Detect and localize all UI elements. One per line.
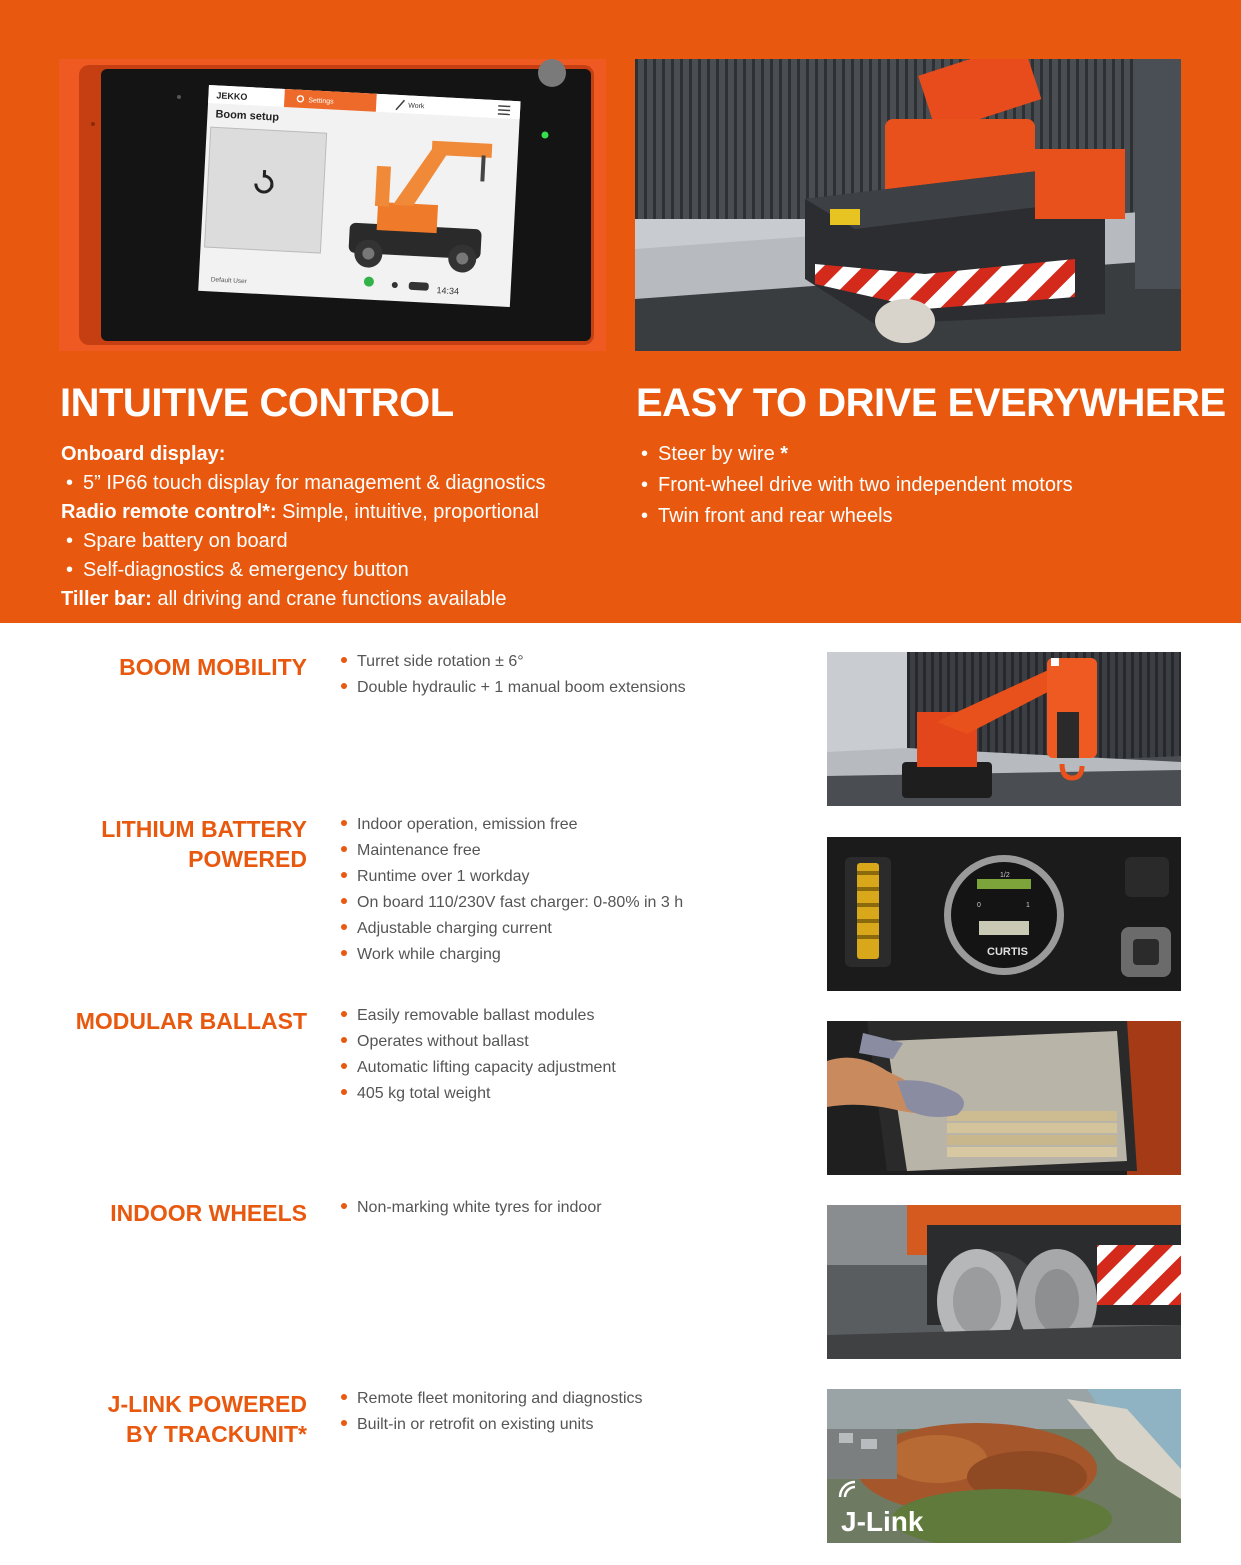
easy-to-drive-title: EASY TO DRIVE EVERYWHERE [636, 381, 1226, 425]
indoor-wheels-photo [827, 1205, 1181, 1359]
gauge-brand: CURTIS [987, 946, 1028, 958]
control-bullet: • Self-diagnostics & emergency button [61, 556, 545, 585]
list-item: Runtime over 1 workday [340, 864, 800, 890]
control-details [61, 440, 545, 614]
gauge-scale-right: 1 [1026, 902, 1030, 909]
onboard-display-photo [59, 59, 606, 351]
list-item: Adjustable charging current [340, 916, 800, 942]
drive-details [636, 440, 1073, 533]
modular-ballast-title: MODULAR BALLAST [75, 1008, 307, 1034]
boom-setup-label: Boom setup [215, 108, 280, 124]
lithium-battery-list [340, 812, 800, 968]
drive-bullet: • Steer by wire * [636, 440, 1073, 469]
list-item: Work while charging [340, 942, 800, 968]
list-item: Automatic lifting capacity adjustment [340, 1055, 800, 1081]
driving-machine-photo [635, 59, 1181, 351]
list-item: Indoor operation, emission free [340, 812, 800, 838]
lithium-battery-title: LITHIUM BATTERY POWERED [101, 816, 307, 872]
boom-mobility-list [340, 649, 800, 701]
ballast-photo [827, 1021, 1181, 1175]
indoor-wheels-list [340, 1195, 800, 1221]
control-bullet: • Spare battery on board [61, 527, 545, 556]
list-item: Remote fleet monitoring and diagnostics [340, 1386, 800, 1412]
list-item: Double hydraulic + 1 manual boom extensions [340, 675, 800, 701]
list-item: Operates without ballast [340, 1029, 800, 1055]
tiller-bar-heading: Tiller bar: all driving and crane functions available [61, 588, 507, 610]
screen-clock: 14:34 [436, 285, 460, 297]
gauge-scale-left: 0 [977, 902, 981, 909]
list-item: 405 kg total weight [340, 1081, 800, 1107]
j-link-title: J-LINK POWERED BY TRACKUNIT* [107, 1391, 307, 1447]
drive-bullet: • Twin front and rear wheels [636, 502, 1073, 531]
onboard-display-heading: Onboard display: [61, 443, 226, 465]
list-item: Maintenance free [340, 838, 800, 864]
list-item: Non-marking white tyres for indoor [340, 1195, 800, 1221]
indoor-wheels-title: INDOOR WHEELS [110, 1200, 307, 1226]
hook-value: 0 [269, 183, 274, 191]
list-item: Turret side rotation ± 6° [340, 649, 800, 675]
radio-remote-heading: Radio remote control*: Simple, intuitive, proportional [61, 501, 539, 523]
control-bullet: • 5” IP66 touch display for management & diagnostics [61, 469, 545, 498]
drive-bullet: • Front-wheel drive with two independent motors [636, 471, 1073, 500]
boom-mobility-title: BOOM MOBILITY [119, 654, 307, 680]
j-link-aerial-photo [827, 1389, 1181, 1543]
screen-brand: JEKKO [216, 90, 248, 103]
work-tab[interactable]: Work [407, 102, 425, 111]
menu-icon[interactable] [498, 105, 510, 115]
list-item: On board 110/230V fast charger: 0-80% in 3 h [340, 890, 800, 916]
j-link-list [340, 1386, 800, 1438]
modular-ballast-list [340, 1003, 800, 1107]
battery-gauge-photo [827, 837, 1181, 991]
j-link-logo: J-Link [841, 1506, 924, 1537]
gauge-scale-top: 1/2 [1000, 872, 1010, 879]
boom-mobility-photo [827, 652, 1181, 806]
intuitive-control-title: INTUITIVE CONTROL [60, 381, 454, 425]
list-item: Built-in or retrofit on existing units [340, 1412, 800, 1438]
settings-tab[interactable]: Settings [308, 97, 334, 106]
default-user: Default User [210, 276, 248, 286]
list-item: Easily removable ballast modules [340, 1003, 800, 1029]
